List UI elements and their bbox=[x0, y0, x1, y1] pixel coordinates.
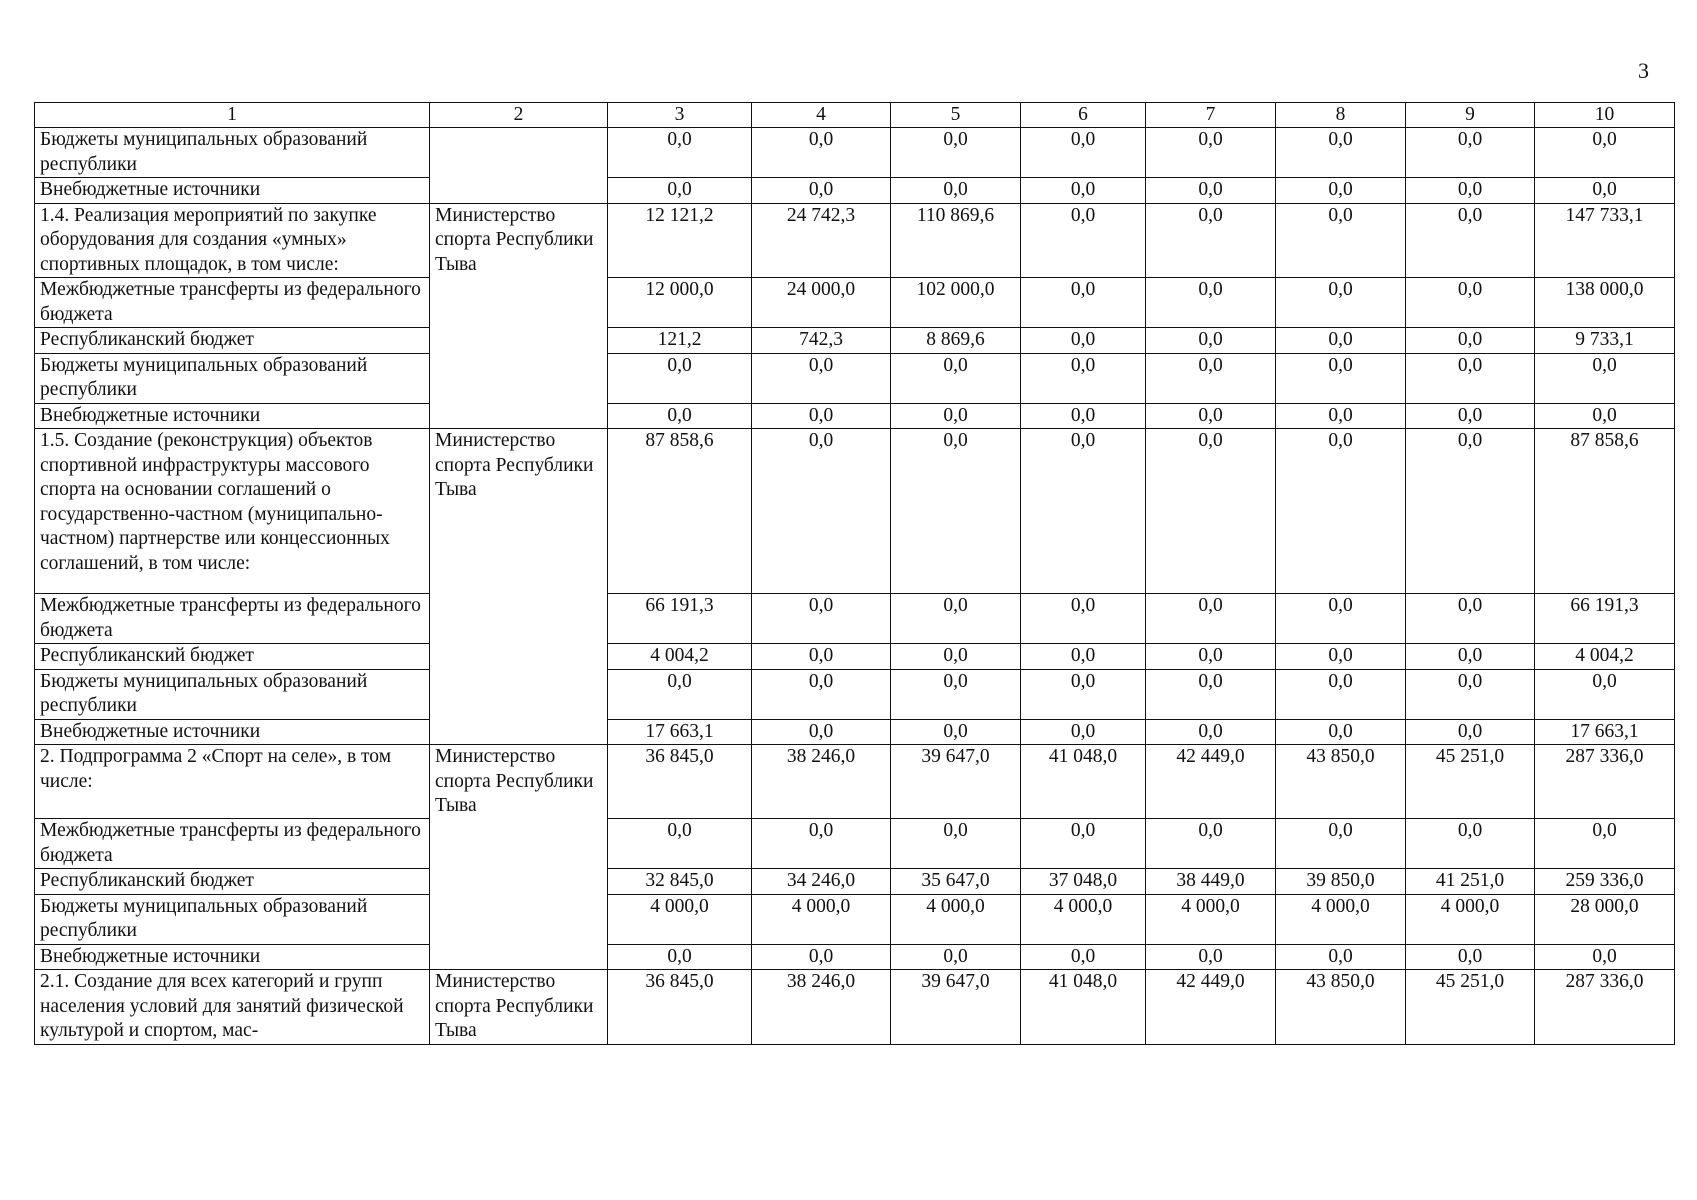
row-value: 66 191,3 bbox=[1535, 594, 1675, 644]
table-body bbox=[35, 103, 1675, 1045]
row-value: 0,0 bbox=[1021, 644, 1146, 670]
table-row bbox=[35, 719, 1675, 745]
row-value: 0,0 bbox=[1535, 669, 1675, 719]
row-value: 4 000,0 bbox=[1276, 894, 1406, 944]
row-responsible bbox=[430, 669, 608, 719]
row-value: 39 850,0 bbox=[1276, 869, 1406, 895]
row-value: 39 647,0 bbox=[891, 745, 1021, 819]
column-number-5: 5 bbox=[891, 103, 1021, 128]
row-value: 45 251,0 bbox=[1406, 745, 1535, 819]
row-value: 12 000,0 bbox=[608, 278, 752, 328]
row-value: 42 449,0 bbox=[1146, 970, 1276, 1045]
table-row bbox=[35, 669, 1675, 719]
row-name: Бюджеты муниципальных образований республики bbox=[35, 353, 430, 403]
table-row bbox=[35, 353, 1675, 403]
row-responsible: Министерство спорта Республики Тыва bbox=[430, 429, 608, 594]
page-number: 3 bbox=[1638, 58, 1649, 83]
row-name: Бюджеты муниципальных образований республики bbox=[35, 128, 430, 178]
row-name: Межбюджетные трансферты из федерального бюджета bbox=[35, 594, 430, 644]
row-value: 41 251,0 bbox=[1406, 869, 1535, 895]
table-row bbox=[35, 869, 1675, 895]
row-value: 0,0 bbox=[891, 403, 1021, 429]
row-value: 0,0 bbox=[752, 644, 891, 670]
row-value: 32 845,0 bbox=[608, 869, 752, 895]
row-value: 0,0 bbox=[891, 429, 1021, 594]
row-responsible bbox=[430, 869, 608, 895]
table-row bbox=[35, 894, 1675, 944]
row-responsible bbox=[430, 353, 608, 403]
row-value: 0,0 bbox=[1535, 403, 1675, 429]
row-value: 0,0 bbox=[1021, 719, 1146, 745]
row-value: 45 251,0 bbox=[1406, 970, 1535, 1045]
row-value: 0,0 bbox=[1276, 719, 1406, 745]
row-value: 110 869,6 bbox=[891, 203, 1021, 278]
table-row bbox=[35, 328, 1675, 354]
row-value: 8 869,6 bbox=[891, 328, 1021, 354]
row-value: 0,0 bbox=[1146, 128, 1276, 178]
row-value: 87 858,6 bbox=[608, 429, 752, 594]
row-value: 4 000,0 bbox=[608, 894, 752, 944]
row-value: 0,0 bbox=[752, 429, 891, 594]
row-value: 0,0 bbox=[1406, 719, 1535, 745]
row-value: 0,0 bbox=[1021, 594, 1146, 644]
row-value: 287 336,0 bbox=[1535, 970, 1675, 1045]
row-value: 36 845,0 bbox=[608, 970, 752, 1045]
row-value: 0,0 bbox=[608, 819, 752, 869]
row-value: 102 000,0 bbox=[891, 278, 1021, 328]
row-value: 0,0 bbox=[1406, 944, 1535, 970]
row-value: 0,0 bbox=[1276, 203, 1406, 278]
row-value: 0,0 bbox=[1535, 128, 1675, 178]
row-value: 0,0 bbox=[891, 719, 1021, 745]
row-value: 0,0 bbox=[891, 353, 1021, 403]
row-value: 0,0 bbox=[1406, 328, 1535, 354]
column-number-10: 10 bbox=[1535, 103, 1675, 128]
row-value: 0,0 bbox=[1406, 353, 1535, 403]
row-value: 0,0 bbox=[752, 403, 891, 429]
row-name: Бюджеты муниципальных образований республики bbox=[35, 669, 430, 719]
row-name: Бюджеты муниципальных образований республики bbox=[35, 894, 430, 944]
row-name: 2.1. Создание для всех категорий и групп населения условий для занятий физической культурой и спортом, мас- bbox=[35, 970, 430, 1045]
row-value: 0,0 bbox=[608, 353, 752, 403]
table-row bbox=[35, 128, 1675, 178]
row-value: 0,0 bbox=[1146, 403, 1276, 429]
row-value: 35 647,0 bbox=[891, 869, 1021, 895]
column-number-2: 2 bbox=[430, 103, 608, 128]
row-responsible: Министерство спорта Республики Тыва bbox=[430, 970, 608, 1045]
row-value: 0,0 bbox=[1021, 278, 1146, 328]
row-value: 36 845,0 bbox=[608, 745, 752, 819]
row-value: 0,0 bbox=[1406, 178, 1535, 204]
row-value: 28 000,0 bbox=[1535, 894, 1675, 944]
row-value: 4 000,0 bbox=[1021, 894, 1146, 944]
column-number-8: 8 bbox=[1276, 103, 1406, 128]
row-value: 0,0 bbox=[1146, 178, 1276, 204]
table-row bbox=[35, 944, 1675, 970]
row-value: 0,0 bbox=[1276, 403, 1406, 429]
row-value: 0,0 bbox=[1406, 128, 1535, 178]
row-name: 2. Подпрограмма 2 «Спорт на селе», в том числе: bbox=[35, 745, 430, 819]
row-responsible bbox=[430, 719, 608, 745]
row-name: Межбюджетные трансферты из федерального бюджета bbox=[35, 819, 430, 869]
row-value: 41 048,0 bbox=[1021, 970, 1146, 1045]
row-value: 0,0 bbox=[1146, 353, 1276, 403]
row-value: 0,0 bbox=[891, 178, 1021, 204]
row-value: 0,0 bbox=[1021, 353, 1146, 403]
row-value: 0,0 bbox=[1535, 178, 1675, 204]
row-value: 259 336,0 bbox=[1535, 869, 1675, 895]
row-value: 4 000,0 bbox=[1406, 894, 1535, 944]
row-value: 0,0 bbox=[1535, 944, 1675, 970]
row-value: 66 191,3 bbox=[608, 594, 752, 644]
column-number-6: 6 bbox=[1021, 103, 1146, 128]
row-value: 0,0 bbox=[1146, 203, 1276, 278]
column-number-3: 3 bbox=[608, 103, 752, 128]
row-value: 0,0 bbox=[1406, 278, 1535, 328]
row-value: 0,0 bbox=[1276, 819, 1406, 869]
row-value: 0,0 bbox=[1276, 944, 1406, 970]
row-value: 0,0 bbox=[891, 669, 1021, 719]
row-value: 0,0 bbox=[1406, 203, 1535, 278]
row-value: 0,0 bbox=[1021, 429, 1146, 594]
row-responsible bbox=[430, 328, 608, 354]
row-name: 1.5. Создание (реконструкция) объектов спортивной инфраструктуры массового спорта на основании соглашений о государственно-частном (муниципально-частном) партнерстве или концессионных соглашений, в том числе: bbox=[35, 429, 430, 594]
row-value: 0,0 bbox=[1021, 328, 1146, 354]
row-name: Внебюджетные источники bbox=[35, 403, 430, 429]
table-row bbox=[35, 429, 1675, 594]
row-name: Республиканский бюджет bbox=[35, 328, 430, 354]
row-value: 17 663,1 bbox=[608, 719, 752, 745]
row-value: 0,0 bbox=[1276, 328, 1406, 354]
row-responsible bbox=[430, 894, 608, 944]
table-row bbox=[35, 278, 1675, 328]
row-value: 0,0 bbox=[1146, 719, 1276, 745]
row-value: 0,0 bbox=[1406, 594, 1535, 644]
row-value: 24 000,0 bbox=[752, 278, 891, 328]
row-value: 0,0 bbox=[608, 128, 752, 178]
budget-table bbox=[34, 102, 1675, 1045]
row-value: 0,0 bbox=[1146, 328, 1276, 354]
row-value: 0,0 bbox=[891, 594, 1021, 644]
row-value: 0,0 bbox=[1021, 203, 1146, 278]
row-value: 9 733,1 bbox=[1535, 328, 1675, 354]
column-number-9: 9 bbox=[1406, 103, 1535, 128]
table-row bbox=[35, 203, 1675, 278]
column-number-7: 7 bbox=[1146, 103, 1276, 128]
row-value: 0,0 bbox=[608, 403, 752, 429]
row-value: 43 850,0 bbox=[1276, 745, 1406, 819]
row-value: 0,0 bbox=[1276, 353, 1406, 403]
table-row bbox=[35, 403, 1675, 429]
row-value: 0,0 bbox=[1276, 429, 1406, 594]
row-value: 38 246,0 bbox=[752, 745, 891, 819]
row-value: 0,0 bbox=[1021, 178, 1146, 204]
table-row bbox=[35, 819, 1675, 869]
row-name: Межбюджетные трансферты из федерального бюджета bbox=[35, 278, 430, 328]
column-number-row bbox=[35, 103, 1675, 128]
row-value: 37 048,0 bbox=[1021, 869, 1146, 895]
row-value: 0,0 bbox=[608, 944, 752, 970]
row-value: 0,0 bbox=[1146, 944, 1276, 970]
row-name: Внебюджетные источники bbox=[35, 719, 430, 745]
row-name: 1.4. Реализация мероприятий по закупке оборудования для создания «умных» спортивных площадок, в том числе: bbox=[35, 203, 430, 278]
row-responsible bbox=[430, 403, 608, 429]
row-name: Внебюджетные источники bbox=[35, 178, 430, 204]
row-name: Республиканский бюджет bbox=[35, 869, 430, 895]
column-number-1: 1 bbox=[35, 103, 430, 128]
row-value: 0,0 bbox=[891, 644, 1021, 670]
row-value: 34 246,0 bbox=[752, 869, 891, 895]
row-value: 0,0 bbox=[1146, 278, 1276, 328]
row-value: 4 000,0 bbox=[752, 894, 891, 944]
row-value: 0,0 bbox=[891, 944, 1021, 970]
row-value: 0,0 bbox=[1146, 819, 1276, 869]
row-value: 24 742,3 bbox=[752, 203, 891, 278]
row-value: 43 850,0 bbox=[1276, 970, 1406, 1045]
row-value: 0,0 bbox=[1146, 429, 1276, 594]
row-responsible bbox=[430, 594, 608, 644]
row-responsible bbox=[430, 278, 608, 328]
row-value: 742,3 bbox=[752, 328, 891, 354]
row-responsible bbox=[430, 944, 608, 970]
row-value: 0,0 bbox=[752, 719, 891, 745]
row-value: 0,0 bbox=[1021, 669, 1146, 719]
row-value: 12 121,2 bbox=[608, 203, 752, 278]
row-value: 39 647,0 bbox=[891, 970, 1021, 1045]
row-value: 4 004,2 bbox=[608, 644, 752, 670]
row-value: 0,0 bbox=[1276, 178, 1406, 204]
row-responsible bbox=[430, 819, 608, 869]
row-value: 0,0 bbox=[1535, 353, 1675, 403]
row-value: 4 000,0 bbox=[1146, 894, 1276, 944]
row-value: 4 000,0 bbox=[891, 894, 1021, 944]
table-row bbox=[35, 644, 1675, 670]
row-value: 0,0 bbox=[1276, 128, 1406, 178]
row-value: 0,0 bbox=[1406, 669, 1535, 719]
row-value: 0,0 bbox=[1021, 128, 1146, 178]
row-value: 138 000,0 bbox=[1535, 278, 1675, 328]
row-value: 0,0 bbox=[1406, 819, 1535, 869]
row-value: 38 449,0 bbox=[1146, 869, 1276, 895]
table-row bbox=[35, 594, 1675, 644]
row-value: 0,0 bbox=[752, 128, 891, 178]
row-value: 0,0 bbox=[752, 669, 891, 719]
row-value: 0,0 bbox=[1406, 429, 1535, 594]
row-value: 0,0 bbox=[1535, 819, 1675, 869]
row-value: 0,0 bbox=[608, 669, 752, 719]
row-value: 0,0 bbox=[1021, 819, 1146, 869]
row-value: 147 733,1 bbox=[1535, 203, 1675, 278]
row-value: 0,0 bbox=[1406, 644, 1535, 670]
column-number-4: 4 bbox=[752, 103, 891, 128]
row-value: 0,0 bbox=[1146, 594, 1276, 644]
row-value: 0,0 bbox=[752, 819, 891, 869]
row-value: 17 663,1 bbox=[1535, 719, 1675, 745]
row-value: 0,0 bbox=[1146, 644, 1276, 670]
row-responsible bbox=[430, 178, 608, 204]
row-responsible: Министерство спорта Республики Тыва bbox=[430, 745, 608, 819]
row-value: 0,0 bbox=[608, 178, 752, 204]
row-value: 0,0 bbox=[891, 819, 1021, 869]
table-row bbox=[35, 745, 1675, 819]
row-value: 0,0 bbox=[752, 353, 891, 403]
row-value: 0,0 bbox=[1021, 944, 1146, 970]
table-row bbox=[35, 178, 1675, 204]
table-row bbox=[35, 970, 1675, 1045]
row-responsible bbox=[430, 644, 608, 670]
row-value: 0,0 bbox=[1146, 669, 1276, 719]
row-value: 287 336,0 bbox=[1535, 745, 1675, 819]
row-name: Республиканский бюджет bbox=[35, 644, 430, 670]
row-value: 4 004,2 bbox=[1535, 644, 1675, 670]
row-value: 0,0 bbox=[1276, 644, 1406, 670]
row-value: 121,2 bbox=[608, 328, 752, 354]
row-value: 0,0 bbox=[1021, 403, 1146, 429]
row-responsible: Министерство спорта Республики Тыва bbox=[430, 203, 608, 278]
row-value: 0,0 bbox=[1276, 278, 1406, 328]
row-value: 0,0 bbox=[752, 178, 891, 204]
row-value: 42 449,0 bbox=[1146, 745, 1276, 819]
row-value: 38 246,0 bbox=[752, 970, 891, 1045]
row-value: 41 048,0 bbox=[1021, 745, 1146, 819]
row-responsible bbox=[430, 128, 608, 178]
row-value: 0,0 bbox=[752, 944, 891, 970]
row-value: 0,0 bbox=[752, 594, 891, 644]
row-value: 0,0 bbox=[1406, 403, 1535, 429]
row-value: 0,0 bbox=[1276, 594, 1406, 644]
row-value: 0,0 bbox=[1276, 669, 1406, 719]
row-name: Внебюджетные источники bbox=[35, 944, 430, 970]
row-value: 0,0 bbox=[891, 128, 1021, 178]
row-value: 87 858,6 bbox=[1535, 429, 1675, 594]
